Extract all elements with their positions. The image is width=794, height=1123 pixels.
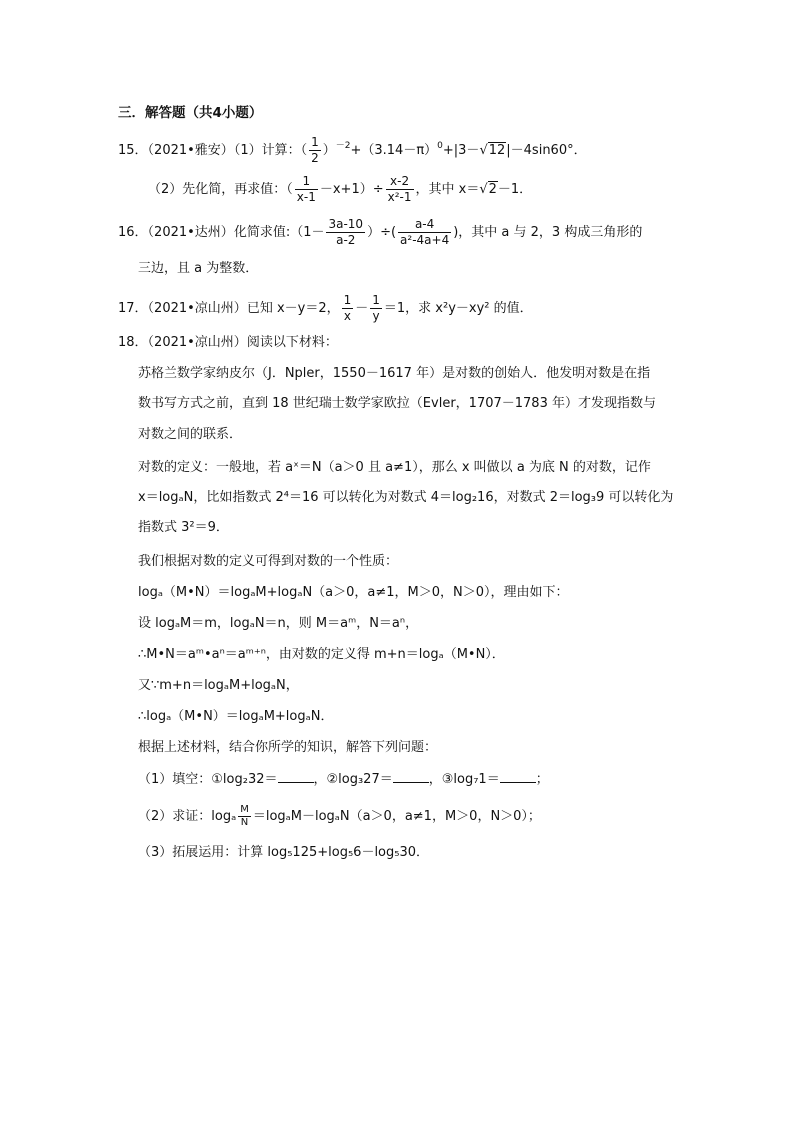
fraction-numerator: 1 <box>295 174 318 190</box>
problem-source: （2021•凉山州） <box>147 301 247 316</box>
question-text: ； <box>535 772 549 787</box>
expression-text: )，其中 a 与 2，3 构成三角形的 <box>453 225 643 240</box>
fraction-numerator: 1 <box>311 135 319 149</box>
expression-text: ＝1，求 x²y－xy² 的值． <box>383 301 533 316</box>
problem-number: 18． <box>118 335 148 350</box>
question-text: ，②log₃27＝ <box>313 772 393 787</box>
fraction-denominator: a-2 <box>336 233 356 247</box>
fraction-denominator: y <box>372 309 380 323</box>
fraction-denominator: N <box>240 817 249 828</box>
fraction <box>342 293 354 324</box>
expression-text: 已知 x－y＝2， <box>246 301 340 316</box>
expression-text: +（3.14－π） <box>350 143 438 158</box>
question-1 <box>138 770 549 790</box>
problem-source: （2021•凉山州） <box>147 335 247 350</box>
fraction <box>386 174 414 205</box>
definition-line2: x＝logₐN，比如指数式 2⁴＝16 可以转化为对数式 4＝log₂16，对数式 2＝log₃9 可以转化为 <box>138 490 674 505</box>
exponent: －2 <box>335 141 351 151</box>
fraction-denominator: a²-4a+4 <box>400 233 450 247</box>
exponent: 0 <box>437 141 443 151</box>
material-paragraph-line3: 对数之间的联系． <box>138 427 243 442</box>
fraction-numerator: a-4 <box>398 217 451 233</box>
expression-text: |－4sin60°． <box>506 143 587 158</box>
radicand: 2 <box>488 182 497 197</box>
fraction-numerator: 3a-10 <box>328 217 364 231</box>
proof-step-4: ∴logₐ（M•N）＝logₐM+logₐN． <box>138 709 334 724</box>
task-intro: 根据上述材料，结合你所学的知识，解答下列问题： <box>138 740 438 755</box>
problem-18-header <box>118 333 338 353</box>
expression-text: 阅读以下材料： <box>246 335 338 350</box>
answer-blank-2[interactable] <box>393 770 429 783</box>
problem-number: 15． <box>118 143 148 158</box>
fraction-numerator: x-2 <box>386 174 414 190</box>
fraction <box>398 217 451 248</box>
question-text: （1）填空：①log₂32＝ <box>138 772 278 787</box>
definition-line1: 对数的定义：一般地，若 aˣ＝N（a＞0 且 a≠1），那么 x 叫做以 a 为底 N 的对数，记作 <box>138 460 651 475</box>
question-3: （3）拓展运用：计算 log₅125+log₅6－log₅30． <box>138 845 430 860</box>
sqrt-expression: √2 <box>479 182 497 197</box>
problem-17 <box>118 293 533 324</box>
material-paragraph-line2: 数书写方式之前，直到 18 世纪瑞士数学家欧拉（Evler，1707－1783 年）才发现指数与 <box>138 396 656 411</box>
material-paragraph-line1: 苏格兰数学家纳皮尔（J．Npler，1550－1617 年）是对数的创始人．他发明对数是在指 <box>138 366 651 381</box>
fraction <box>370 293 382 324</box>
question-2 <box>138 804 541 829</box>
radicand: 12 <box>488 143 506 158</box>
part-label: （1）计算：（ <box>233 143 308 158</box>
expression-text: －1． <box>497 182 533 197</box>
proof-step-2: ∴M•N＝aᵐ•aⁿ＝aᵐ⁺ⁿ，由对数的定义得 m+n＝logₐ（M•N）． <box>138 647 505 662</box>
fraction-denominator: x-1 <box>296 190 316 204</box>
fraction-half <box>309 135 321 166</box>
problem-16-line1 <box>118 217 642 248</box>
minus-sign: － <box>355 301 369 316</box>
question-text: ＝logₐM－logₐN（a＞0，a≠1，M＞0，N＞0）； <box>252 809 541 824</box>
expression-text: －x+1）÷ <box>319 182 384 197</box>
answer-blank-3[interactable] <box>500 770 536 783</box>
fraction-denominator: x²-1 <box>387 190 412 204</box>
part-label: （2）先化简，再求值：（ <box>148 182 293 197</box>
proof-step-1: 设 logₐM＝m，logₐN＝n，则 M＝aᵐ，N＝aⁿ， <box>138 616 419 631</box>
problem-15-part2 <box>148 174 532 205</box>
fraction-numerator: 1 <box>343 293 352 307</box>
fraction-denominator: 2 <box>311 151 319 165</box>
property-intro: 我们根据对数的定义可得到对数的一个性质： <box>138 554 399 569</box>
property-statement: logₐ（M•N）＝logₐM+logₐN（a＞0，a≠1，M＞0，N＞0），理由如下： <box>138 585 569 600</box>
problem-source: （2021•雅安） <box>147 143 234 158</box>
problem-source: （2021•达州） <box>147 225 234 240</box>
expression-text: 化简求值:（1－ <box>233 225 325 240</box>
problem-15-part1: 15．（2021•雅安）（1）计算：（ $\frac{1}{2}$ ）$^{-2}+(3.14-\pi)^0+|3-√12|-4\sin 60^\circ$． <box>118 135 587 165</box>
problem-16-line2: 三边，且 a 为整数． <box>138 261 259 276</box>
proof-step-3: 又∵m+n＝logₐM+logₐN， <box>138 678 299 693</box>
question-text: （2）求证：logₐ <box>138 809 237 824</box>
fraction <box>238 804 251 829</box>
section-title: 三．解答题（共4小题） <box>118 105 263 121</box>
sqrt-expression: √12 <box>479 143 506 158</box>
problem-number: 17． <box>118 301 148 316</box>
answer-blank-1[interactable] <box>278 770 314 783</box>
expression-text: +|3－ <box>442 143 480 158</box>
expression-text: ）÷( <box>367 225 397 240</box>
fraction-numerator: M <box>240 804 249 815</box>
fraction-numerator: 1 <box>372 293 380 307</box>
fraction <box>326 217 365 248</box>
problem-number: 16． <box>118 225 148 240</box>
definition-line3: 指数式 3²＝9． <box>138 520 229 535</box>
question-text: ，③log₇1＝ <box>428 772 500 787</box>
fraction-denominator: x <box>343 309 351 323</box>
fraction <box>295 174 318 205</box>
expression-text: ，其中 x＝ <box>415 182 480 197</box>
